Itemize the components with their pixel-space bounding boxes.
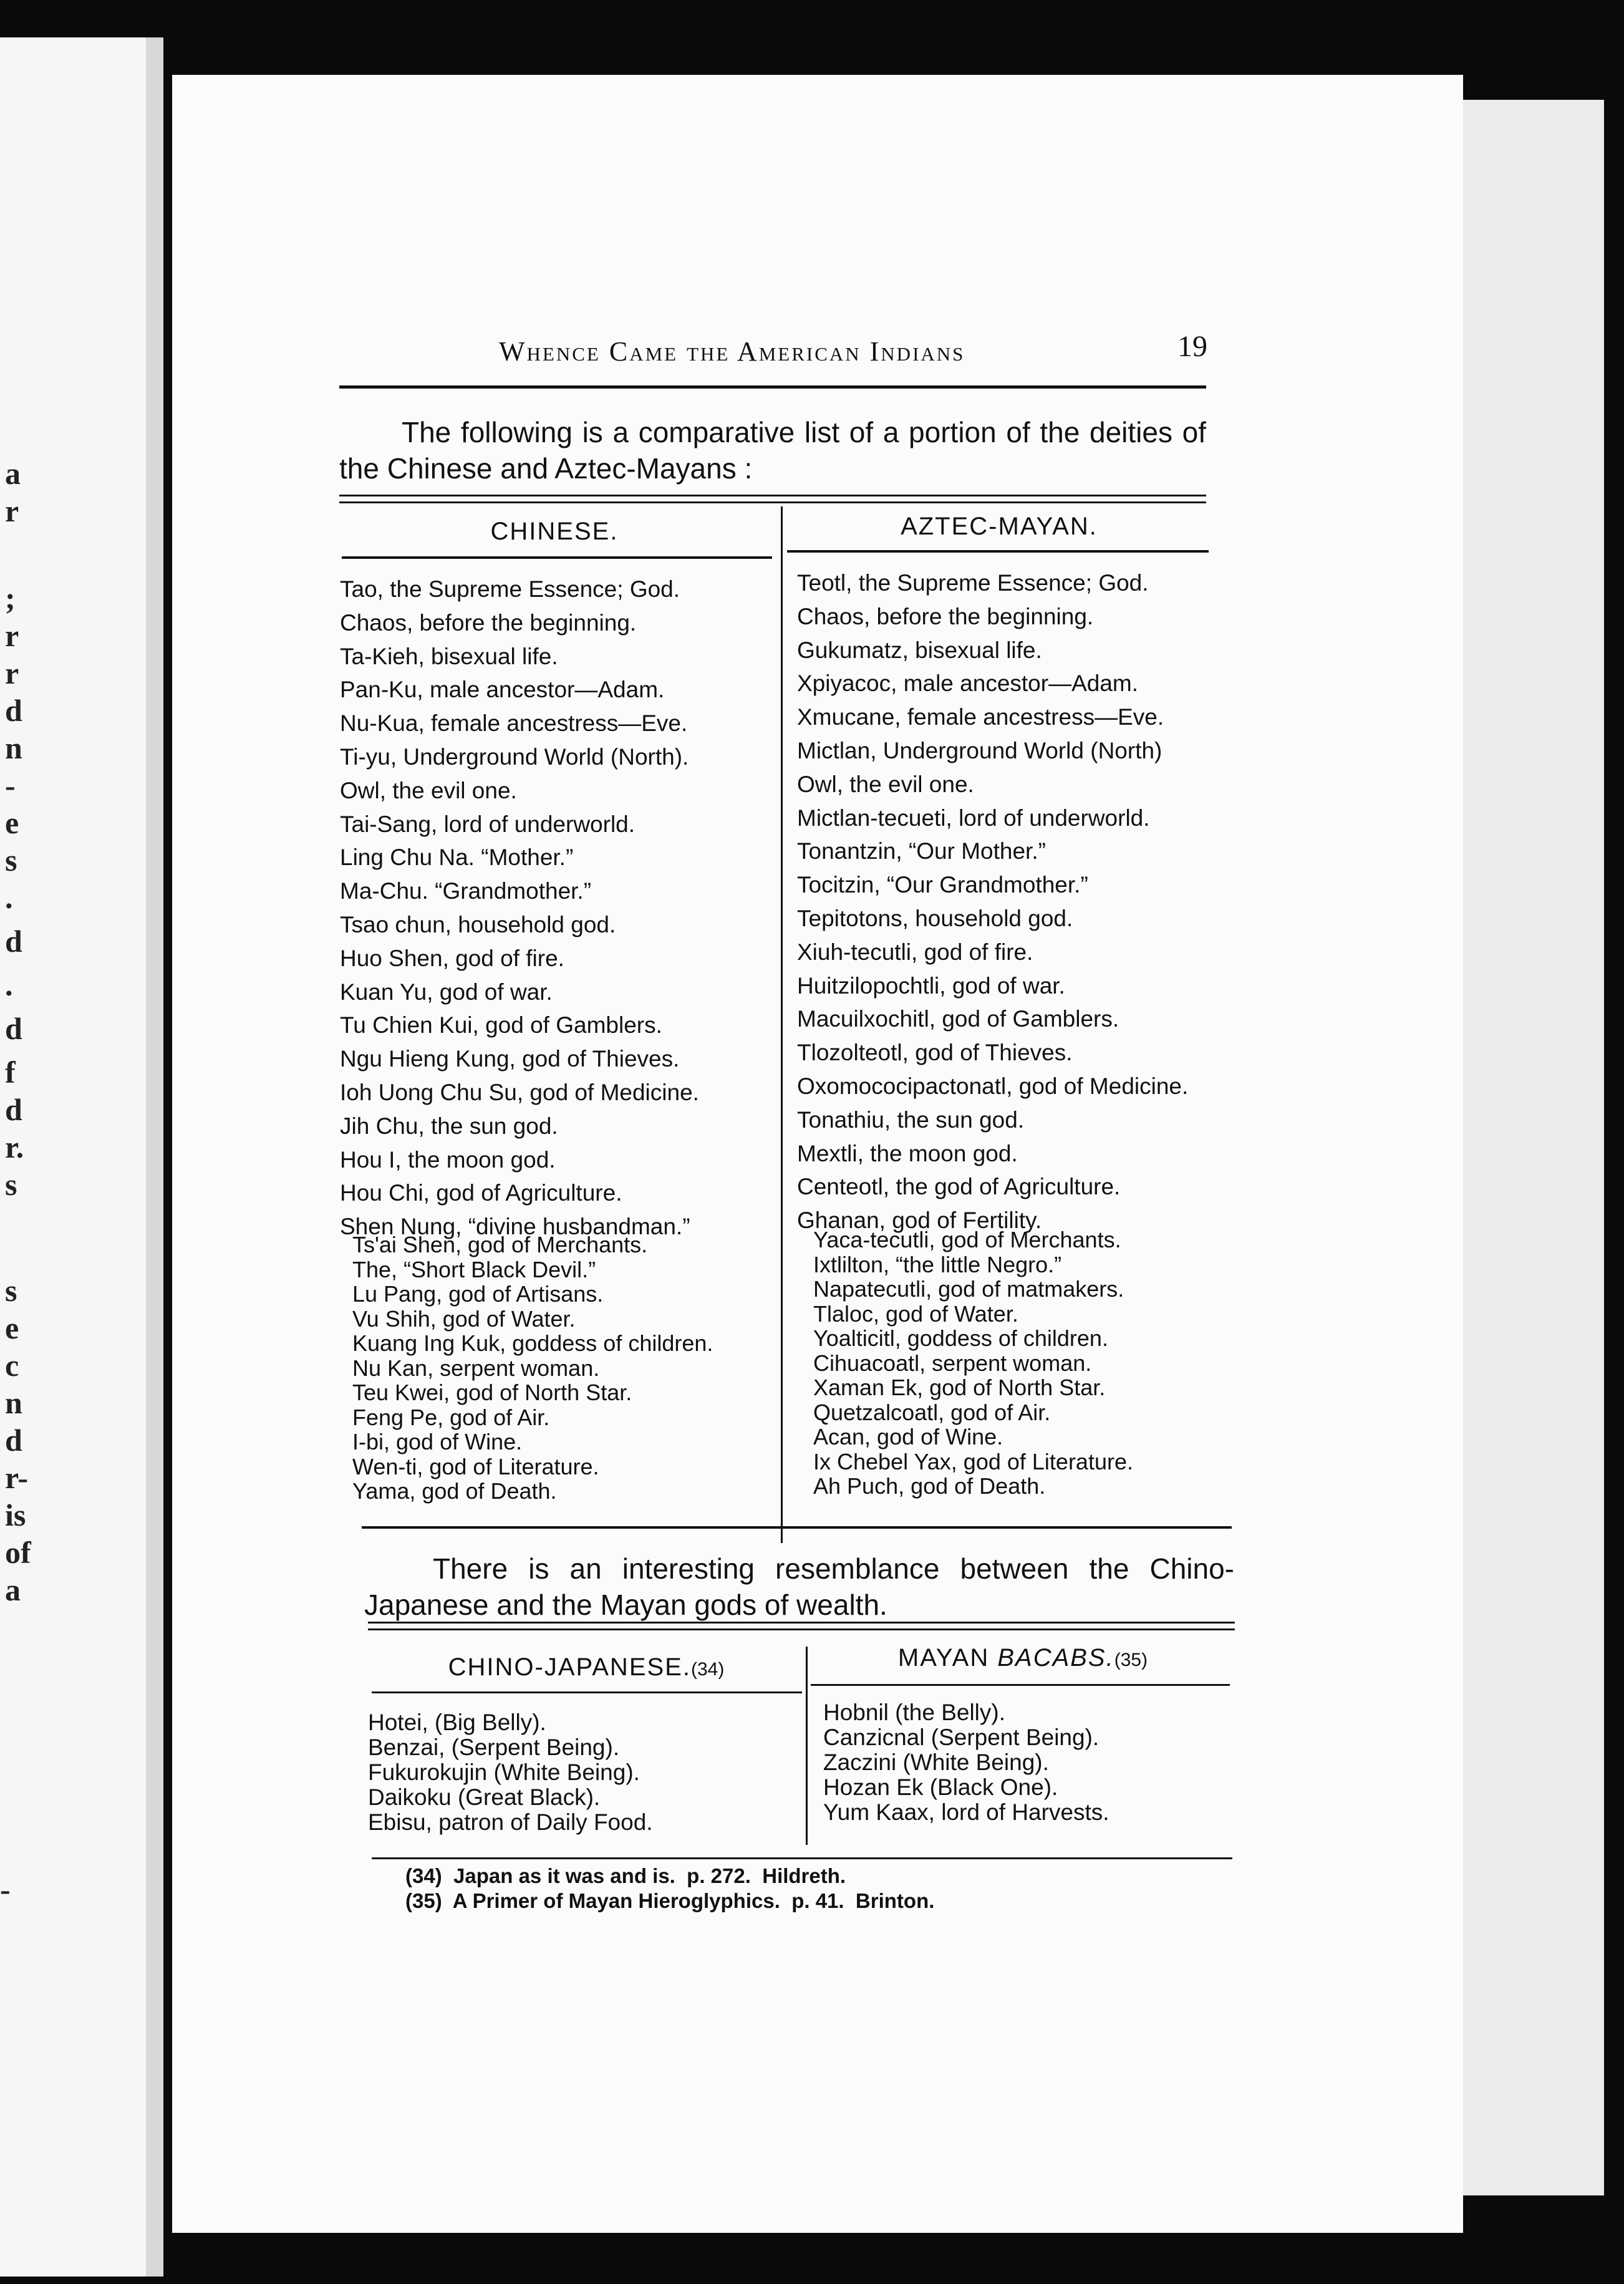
left-page-fragment: - bbox=[0, 1872, 11, 1907]
deity-entry: Centeotl, the god of Agriculture. bbox=[797, 1174, 1121, 1200]
left-page-fragment: d bbox=[5, 1423, 22, 1458]
mayan-heading-italic: BACABS. bbox=[997, 1644, 1114, 1672]
left-page-fragment: s bbox=[5, 1167, 17, 1202]
left-page-fragment: r. bbox=[5, 1130, 24, 1164]
deity-entry: Yama, god of Death. bbox=[352, 1478, 557, 1504]
footnote-35: (35) A Primer of Mayan Hieroglyphics. p. 41. Brinton. bbox=[405, 1889, 935, 1912]
deity-entry: Fukurokujin (White Being). bbox=[368, 1759, 640, 1785]
chino-japanese-footnote-ref: (34) bbox=[690, 1659, 725, 1680]
aztec-heading: AZTEC-MAYAN. bbox=[901, 513, 1098, 540]
left-page-fragment: d bbox=[5, 1011, 22, 1046]
left-page-fragment: s bbox=[5, 843, 17, 878]
deity-entry: Tonantzin, “Our Mother.” bbox=[797, 838, 1046, 864]
left-page-fragment: f bbox=[5, 1055, 16, 1090]
chino-japanese-list bbox=[368, 1710, 805, 1835]
deity-entry: Cihuacoatl, serpent woman. bbox=[813, 1350, 1092, 1376]
left-page-fragment: - bbox=[5, 768, 16, 803]
deity-entry: Quetzalcoatl, god of Air. bbox=[813, 1399, 1051, 1425]
footnotes bbox=[405, 1864, 934, 1914]
aztec-deities-list-top bbox=[797, 566, 1234, 1237]
deity-entry: Shen Nung, “divine husbandman.” bbox=[340, 1214, 690, 1240]
deity-entry: Owl, the evil one. bbox=[797, 771, 974, 797]
footnote-rule bbox=[372, 1857, 1232, 1859]
deity-entry: Hou I, the moon god. bbox=[340, 1146, 556, 1173]
deity-entry: Xpiyacoc, male ancestor—Adam. bbox=[797, 670, 1139, 697]
deity-entry: Teu Kwei, god of North Star. bbox=[352, 1380, 632, 1405]
deity-entry: Zaczini (White Being). bbox=[823, 1749, 1049, 1775]
deity-entry: Ma-Chu. “Grandmother.” bbox=[340, 878, 592, 904]
left-page-fragment: is bbox=[5, 1498, 26, 1532]
resemblance-paragraph: There is an interesting resemblance between the Chino-Japanese and the Mayan gods of wealth. bbox=[364, 1552, 1234, 1621]
deity-entry: Gukumatz, bisexual life. bbox=[797, 637, 1042, 663]
table-top-rule-1 bbox=[339, 495, 1206, 496]
wealth-table-top-rule-1 bbox=[368, 1622, 1235, 1623]
wealth-column-divider bbox=[806, 1647, 808, 1845]
deity-entry: Wen-ti, god of Literature. bbox=[352, 1453, 599, 1479]
left-page-fragment: d bbox=[5, 693, 22, 728]
deity-entry: Mextli, the moon god. bbox=[797, 1140, 1018, 1166]
mayan-heading-prefix: MAYAN bbox=[897, 1644, 990, 1672]
deity-entry: Ah Puch, god of Death. bbox=[813, 1473, 1046, 1499]
deity-entry: Daikoku (Great Black). bbox=[368, 1784, 601, 1810]
header-rule bbox=[339, 385, 1206, 389]
deity-entry: Ioh Uong Chu Su, god of Medicine. bbox=[340, 1079, 699, 1105]
deity-entry: Vu Shih, god of Water. bbox=[352, 1305, 576, 1332]
left-page-fragment: r bbox=[5, 618, 19, 653]
deity-entry: Chaos, before the beginning. bbox=[340, 609, 637, 636]
deity-entry: Tepitotons, household god. bbox=[797, 905, 1073, 931]
deity-entry: Ts'ai Shen, god of Merchants. bbox=[352, 1232, 648, 1257]
deity-entry: Ebisu, patron of Daily Food. bbox=[368, 1809, 653, 1835]
left-page-fragment: s bbox=[5, 1273, 17, 1308]
aztec-heading-rule bbox=[787, 550, 1209, 553]
deity-entry: Tonathiu, the sun god. bbox=[797, 1106, 1025, 1133]
deity-entry: Tao, the Supreme Essence; God. bbox=[340, 576, 680, 602]
chinese-heading: CHINESE. bbox=[490, 518, 619, 545]
aztec-deities-list-bottom bbox=[813, 1227, 1237, 1499]
deity-entry: Yum Kaax, lord of Harvests. bbox=[823, 1799, 1109, 1825]
deity-entry: Xiuh-tecutli, god of fire. bbox=[797, 939, 1033, 965]
left-page-fragment: e bbox=[5, 1310, 19, 1345]
left-page-fragment: a bbox=[5, 456, 21, 491]
wealth-table-top-rule-2 bbox=[368, 1628, 1235, 1630]
left-page-fragment: a bbox=[5, 1572, 21, 1607]
left-page-fragment: d bbox=[5, 1092, 22, 1127]
deity-entry: Chaos, before the beginning. bbox=[797, 603, 1094, 629]
deity-entry: Kuang Ing Kuk, goddess of children. bbox=[352, 1330, 713, 1356]
deity-entry: Kuan Yu, god of war. bbox=[340, 979, 553, 1005]
chino-japanese-heading bbox=[374, 1653, 798, 1682]
deity-entry: Tu Chien Kui, god of Gamblers. bbox=[340, 1012, 662, 1038]
deity-entry: Hobnil (the Belly). bbox=[823, 1700, 1006, 1725]
deity-entry: Napatecutli, god of matmakers. bbox=[813, 1276, 1124, 1302]
footnote-34: (34) Japan as it was and is. p. 272. Hildreth. bbox=[405, 1864, 846, 1887]
deity-entry: Benzai, (Serpent Being). bbox=[368, 1735, 620, 1760]
mayan-footnote-ref: (35) bbox=[1114, 1650, 1148, 1670]
deity-entry: Huo Shen, god of fire. bbox=[340, 945, 564, 971]
left-page-fragment: ; bbox=[5, 581, 16, 616]
left-page-fragment: c bbox=[5, 1348, 19, 1383]
left-page-fragment: n bbox=[5, 730, 22, 765]
deity-entry: Huitzilopochtli, god of war. bbox=[797, 972, 1065, 999]
deity-entry: I-bi, god of Wine. bbox=[352, 1429, 523, 1454]
deity-entry: Nu Kan, serpent woman. bbox=[352, 1355, 600, 1381]
deity-entry: Mictlan-tecueti, lord of underworld. bbox=[797, 805, 1150, 831]
chinese-deities-list-top bbox=[340, 573, 776, 1244]
left-page-fragment: r bbox=[5, 493, 19, 528]
table-bottom-rule bbox=[362, 1526, 1232, 1529]
deity-entry: Oxomococipactonatl, god of Medicine. bbox=[797, 1073, 1189, 1099]
intro-paragraph: The following is a comparative list of a portion of the deities of the Chinese and Aztec-Mayans : bbox=[339, 416, 1206, 485]
mayan-bacabs-list bbox=[823, 1700, 1235, 1825]
deity-entry: Ti-yu, Underground World (North). bbox=[340, 743, 689, 770]
mayan-bacabs-heading bbox=[811, 1644, 1235, 1672]
left-page-fragment: e bbox=[5, 805, 19, 840]
deity-entry: Lu Pang, god of Artisans. bbox=[352, 1281, 604, 1307]
deity-entry: Xmucane, female ancestress—Eve. bbox=[797, 704, 1164, 730]
deity-entry: Hou Chi, god of Agriculture. bbox=[340, 1180, 622, 1206]
left-page-fragment: of bbox=[5, 1535, 31, 1570]
deity-entry: Tsao chun, household god. bbox=[340, 911, 616, 937]
chino-japanese-heading-text: CHINO-JAPANESE. bbox=[448, 1653, 691, 1681]
deity-entry: Ixtlilton, “the little Negro.” bbox=[813, 1251, 1062, 1277]
deity-entry: Ngu Hieng Kung, god of Thieves. bbox=[340, 1046, 680, 1072]
deity-entry: Pan-Ku, male ancestor—Adam. bbox=[340, 677, 665, 703]
deity-entry: The, “Short Black Devil.” bbox=[352, 1256, 596, 1282]
deity-entry: Tocitzin, “Our Grandmother.” bbox=[797, 872, 1088, 898]
deity-entry: Ghanan, god of Fertility. bbox=[797, 1207, 1042, 1234]
chino-heading-rule bbox=[372, 1691, 802, 1693]
deity-entry: Nu-Kua, female ancestress—Eve. bbox=[340, 710, 688, 737]
left-page-edge bbox=[0, 37, 163, 2277]
page-number: 19 bbox=[1177, 330, 1207, 363]
left-page-fragment: . bbox=[5, 880, 13, 915]
left-page-fragment: d bbox=[5, 924, 22, 959]
left-page-fragment: n bbox=[5, 1385, 22, 1420]
deity-entry: Teotl, the Supreme Essence; God. bbox=[797, 570, 1149, 596]
deity-entry: Mictlan, Underground World (North) bbox=[797, 737, 1162, 763]
deity-entry: Tai-Sang, lord of underworld. bbox=[340, 811, 636, 837]
book-spine bbox=[146, 37, 163, 2277]
deity-entry: Macuilxochitl, god of Gamblers. bbox=[797, 1006, 1119, 1032]
deity-entry: Yoalticitl, goddess of children. bbox=[813, 1325, 1108, 1351]
deity-entry: Acan, god of Wine. bbox=[813, 1424, 1003, 1449]
mayan-heading-rule bbox=[811, 1684, 1230, 1686]
deity-entry: Owl, the evil one. bbox=[340, 777, 517, 803]
left-page-fragment: r- bbox=[5, 1460, 28, 1495]
deity-entry: Ling Chu Na. “Mother.” bbox=[340, 844, 574, 871]
deity-entry: Hotei, (Big Belly). bbox=[368, 1710, 546, 1735]
deity-entry: Ta-Kieh, bisexual life. bbox=[340, 643, 558, 669]
deity-entry: Xaman Ek, god of North Star. bbox=[813, 1375, 1106, 1400]
deity-entry: Hozan Ek (Black One). bbox=[823, 1774, 1058, 1800]
chinese-heading-rule bbox=[342, 556, 772, 559]
deity-entry: Jih Chu, the sun god. bbox=[340, 1113, 558, 1139]
next-page-edge bbox=[1454, 100, 1604, 2195]
table-top-rule-2 bbox=[339, 501, 1206, 503]
chinese-deities-list-bottom bbox=[352, 1232, 789, 1504]
deity-entry: Canzicnal (Serpent Being). bbox=[823, 1725, 1100, 1750]
running-title: Whence Came the American Indians bbox=[499, 336, 965, 367]
deity-entry: Feng Pe, god of Air. bbox=[352, 1404, 550, 1430]
deity-entry: Tlozolteotl, god of Thieves. bbox=[797, 1040, 1073, 1066]
deity-entry: Ix Chebel Yax, god of Literature. bbox=[813, 1448, 1133, 1474]
deity-entry: Tlaloc, god of Water. bbox=[813, 1300, 1018, 1327]
deity-entry: Yaca-tecutli, god of Merchants. bbox=[813, 1227, 1121, 1252]
left-page-fragment: r bbox=[5, 656, 19, 690]
left-page-fragment: . bbox=[5, 967, 13, 1002]
